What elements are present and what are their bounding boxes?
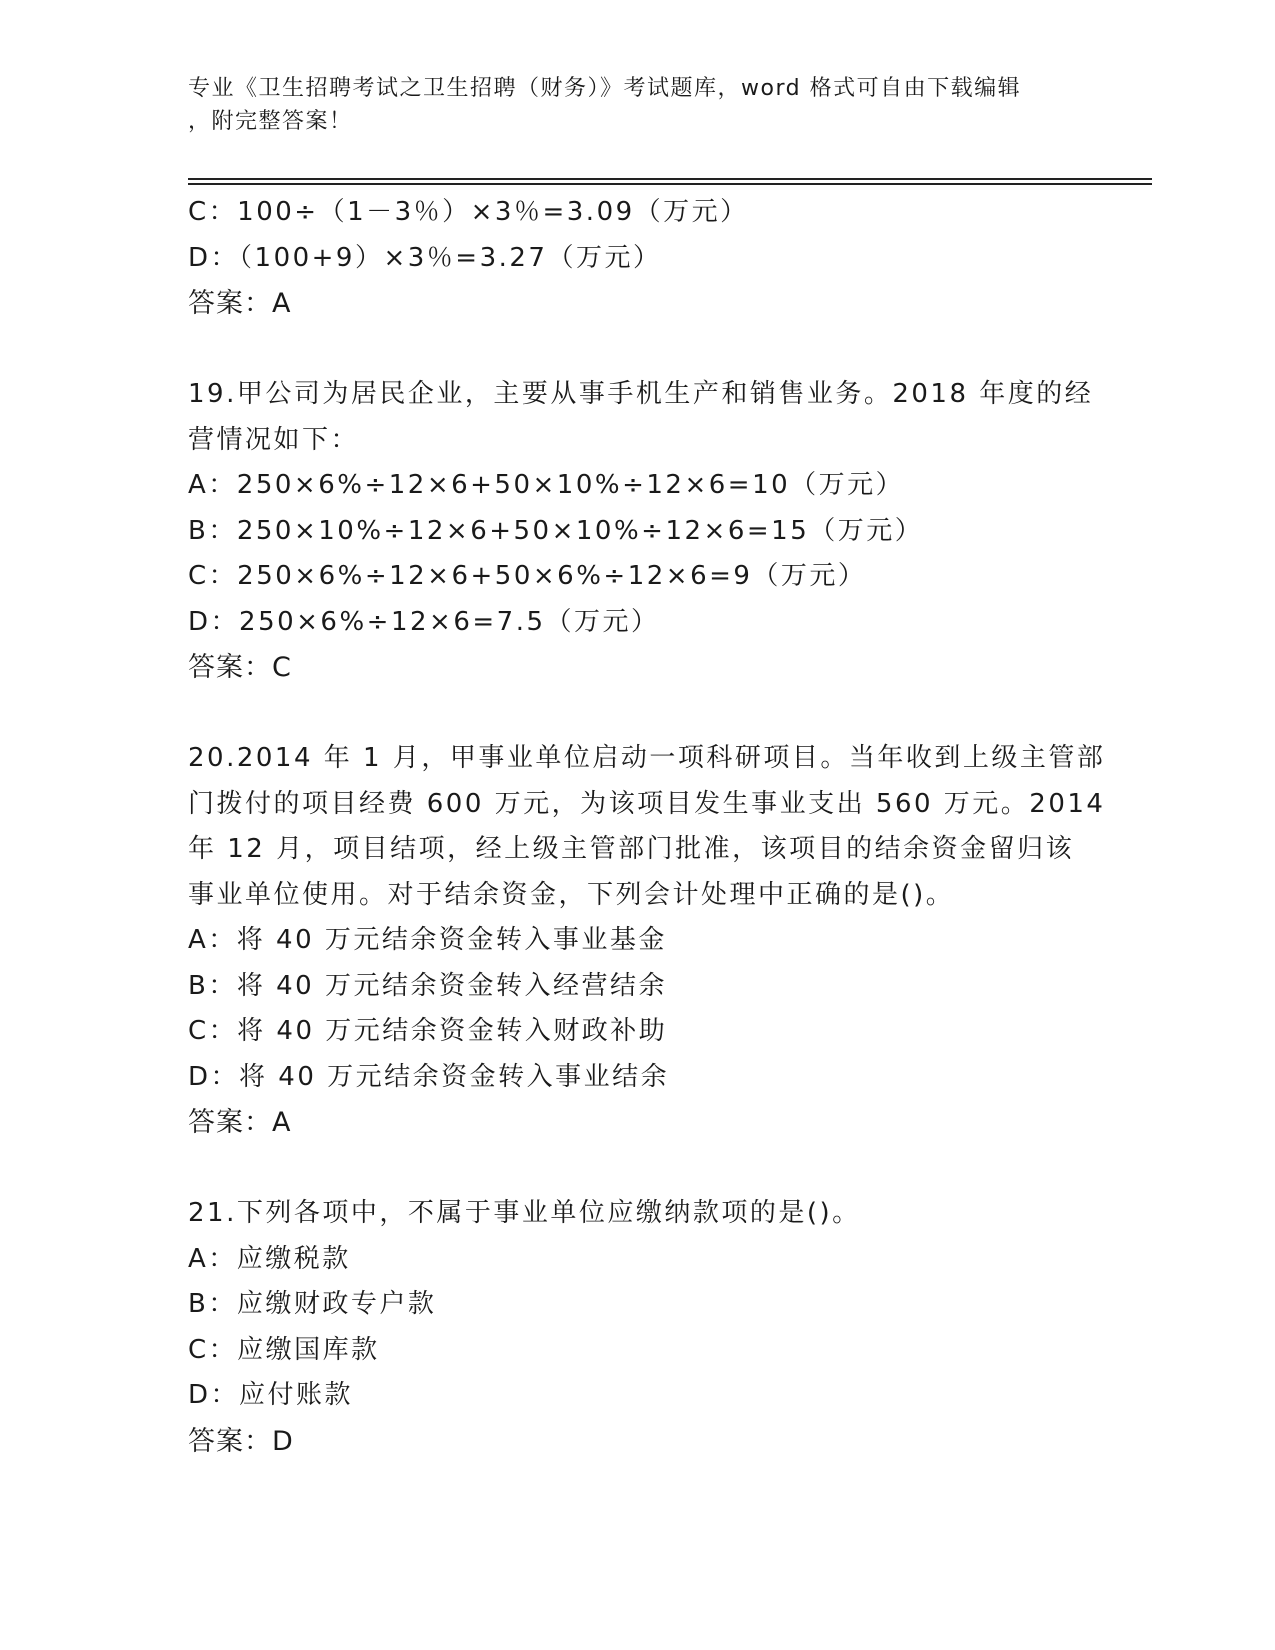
stem-line: 21.下列各项中，不属于事业单位应缴纳款项的是()。: [188, 1198, 861, 1228]
question-stem: [188, 372, 1094, 463]
question-stem: [188, 736, 1106, 918]
option-d: D：应付账款: [188, 1380, 354, 1410]
option-c: C：应缴国库款: [188, 1334, 380, 1365]
option-d: D：将 40 万元结余资金转入事业结余: [188, 1061, 670, 1092]
answer-line: 答案：A: [188, 288, 292, 319]
option-d: D：（100+9）×3％=3.27（万元）: [188, 242, 662, 273]
stem-line: 门拨付的项目经费 600 万元，为该项目发生事业支出 560 万元。2014: [188, 788, 1106, 819]
question-19: [188, 372, 1094, 691]
stem-line: 事业单位使用。对于结余资金，下列会计处理中正确的是()。: [188, 879, 955, 910]
option-b: B：250×10%÷12×6+50×10%÷12×6=15（万元）: [188, 515, 924, 546]
option-a: A：将 40 万元结余资金转入事业基金: [188, 925, 667, 955]
stem-line: 19.甲公司为居民企业，主要从事手机生产和销售业务。2018 年度的经: [188, 379, 1094, 409]
document-header: [188, 72, 1088, 138]
answer-line: 答案：D: [188, 1425, 294, 1457]
answer-line: 答案：A: [188, 1107, 292, 1138]
question-stem: [188, 1191, 1088, 1237]
spacer: [188, 1146, 1088, 1192]
option-c: C：250×6%÷12×6+50×6%÷12×6=9（万元）: [188, 561, 867, 591]
option-d: D：250×6%÷12×6=7.5（万元）: [188, 606, 660, 637]
header-divider-top: [188, 178, 1152, 180]
spacer: [188, 327, 1088, 373]
question-21: [188, 1191, 1088, 1464]
stem-line: 年 12 月，项目结项，经上级主管部门批准，该项目的结余资金留归该: [188, 834, 1075, 864]
answer-line: 答案：C: [188, 652, 292, 683]
question-20: [188, 736, 1106, 1146]
header-line-1: 专业《卫生招聘考试之卫生招聘（财务）》考试题库，word 格式可自由下载编辑: [188, 76, 1022, 101]
option-a: A：250×6%÷12×6+50×10%÷12×6=10（万元）: [188, 470, 905, 500]
spacer: [188, 691, 1088, 737]
option-b: B：应缴财政专户款: [188, 1289, 437, 1319]
option-c: C：100÷（1－3％）×3％=3.09（万元）: [188, 197, 749, 227]
header-line-2: ，附完整答案！: [188, 109, 353, 134]
stem-line: 20.2014 年 1 月，甲事业单位启动一项科研项目。当年收到上级主管部: [188, 743, 1106, 773]
header-divider-bottom: [188, 183, 1152, 185]
prev-question-block: [188, 190, 1088, 327]
option-a: A：应缴税款: [188, 1243, 351, 1274]
question-list: [188, 190, 1106, 1464]
stem-line: 营情况如下：: [188, 424, 360, 455]
option-c: C：将 40 万元结余资金转入财政补助: [188, 1016, 668, 1046]
option-b: B：将 40 万元结余资金转入经营结余: [188, 970, 667, 1001]
